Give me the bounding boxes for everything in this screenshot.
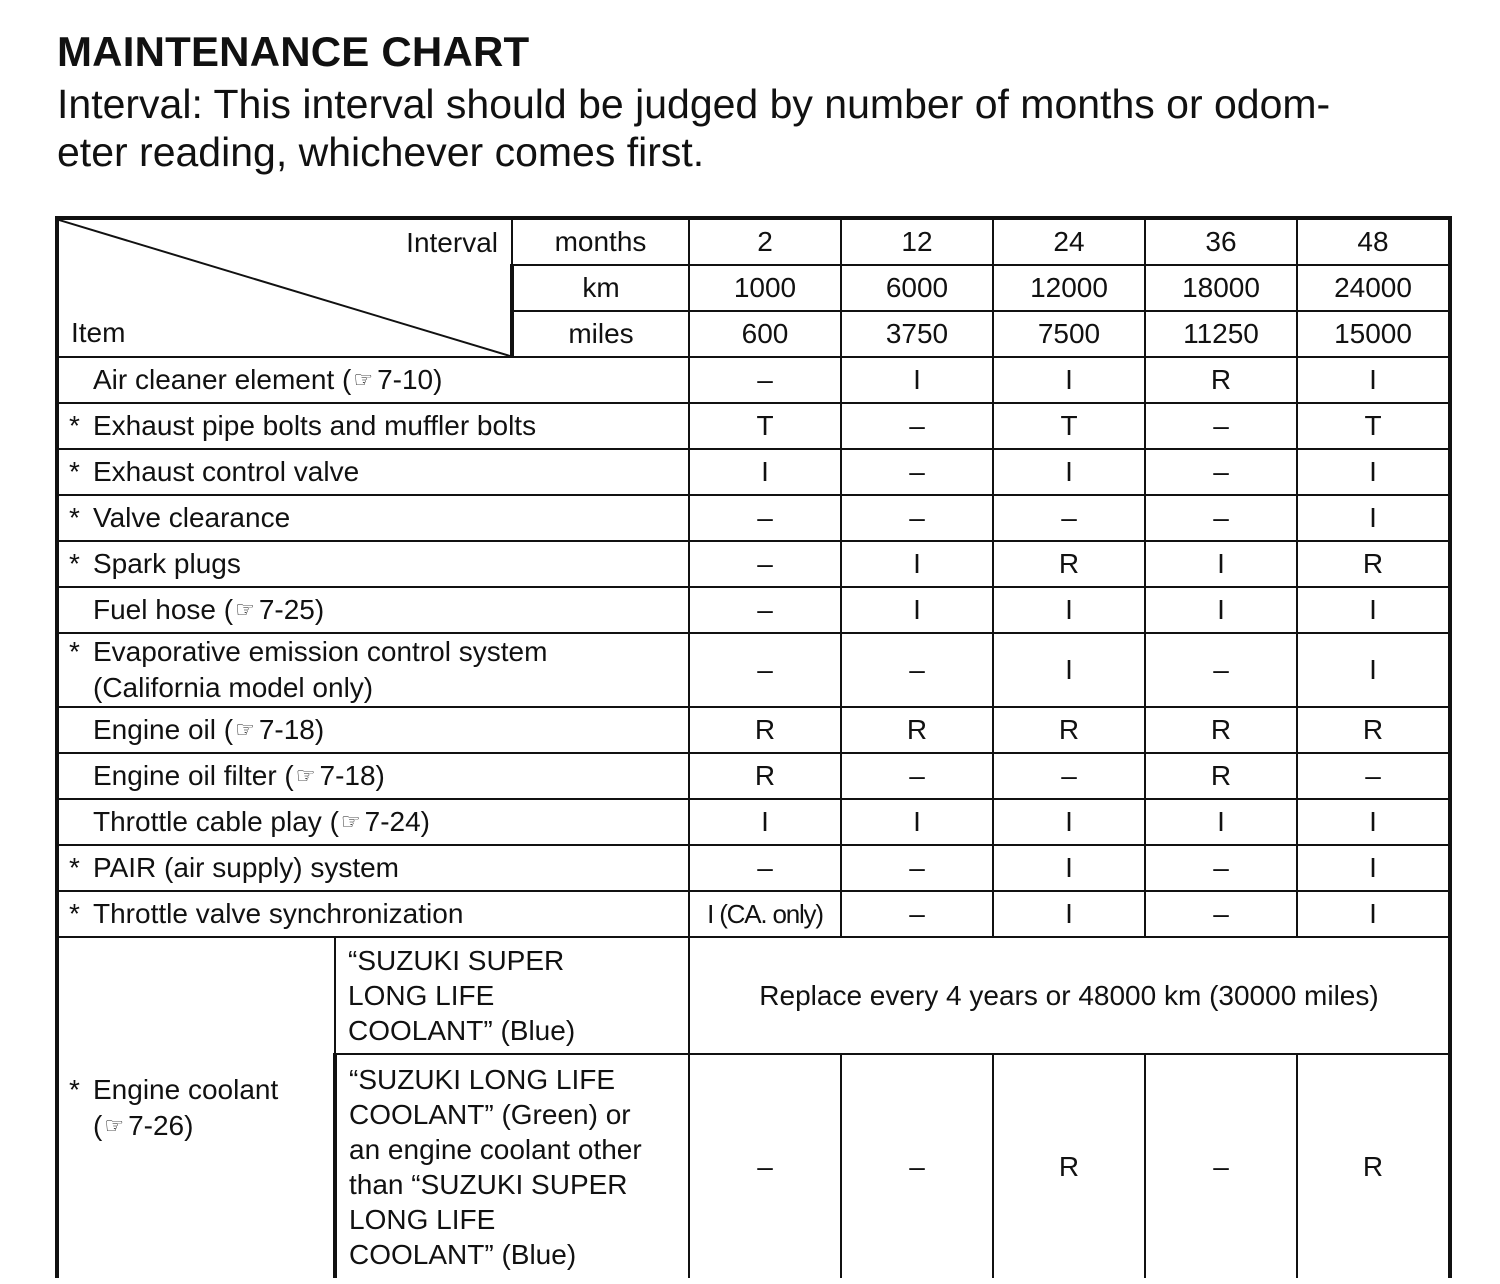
months-value: 48 bbox=[1297, 218, 1450, 265]
item-name-cell bbox=[57, 449, 689, 495]
interval-mark: I bbox=[841, 541, 993, 587]
item-name-cell bbox=[57, 403, 689, 449]
required-marker: * bbox=[69, 456, 80, 487]
item-name-cell bbox=[57, 587, 689, 633]
interval-mark: I bbox=[1297, 845, 1450, 891]
item-name-cell bbox=[57, 707, 689, 753]
coolant-type-line: “SUZUKI SUPER bbox=[348, 945, 565, 976]
km-value: 1000 bbox=[689, 265, 841, 311]
interval-mark: – bbox=[1145, 845, 1297, 891]
interval-mark: I bbox=[993, 845, 1145, 891]
required-marker: * bbox=[69, 410, 80, 441]
interval-mark: I (CA. only) bbox=[689, 891, 841, 937]
interval-mark: – bbox=[689, 587, 841, 633]
interval-mark: R bbox=[841, 707, 993, 753]
interval-mark: I bbox=[841, 799, 993, 845]
item-name: Valve clearance bbox=[93, 502, 291, 533]
item-name-cell bbox=[57, 357, 689, 403]
page-reference: 7-26) bbox=[128, 1110, 194, 1141]
interval-mark: I bbox=[689, 799, 841, 845]
pointing-hand-icon: ☞ bbox=[235, 597, 255, 622]
coolant-type-line: an engine coolant other bbox=[349, 1133, 642, 1165]
engine-coolant-ref-prefix: ( bbox=[93, 1110, 103, 1141]
interval-mark: I bbox=[1297, 587, 1450, 633]
miles-value: 3750 bbox=[841, 311, 993, 357]
interval-mark: – bbox=[993, 495, 1145, 541]
miles-value: 11250 bbox=[1145, 311, 1297, 357]
interval-mark: – bbox=[841, 633, 993, 707]
engine-coolant-label: Engine coolant bbox=[93, 1074, 279, 1105]
required-marker: * bbox=[69, 636, 80, 667]
item-name: Exhaust control valve bbox=[93, 456, 360, 487]
table-row bbox=[57, 403, 1450, 449]
interval-mark: R bbox=[1145, 753, 1297, 799]
interval-mark: I bbox=[1297, 495, 1450, 541]
interval-mark: I bbox=[1297, 799, 1450, 845]
interval-header-label: Interval bbox=[406, 227, 498, 258]
interval-mark: I bbox=[841, 357, 993, 403]
table-row bbox=[57, 753, 1450, 799]
item-header-label: Item bbox=[71, 317, 126, 348]
other-coolant-cell bbox=[335, 1054, 689, 1278]
super-long-life-coolant-cell bbox=[335, 937, 689, 1054]
required-marker: * bbox=[69, 898, 80, 929]
interval-mark: – bbox=[1145, 449, 1297, 495]
interval-mark: – bbox=[841, 1054, 993, 1278]
months-value: 24 bbox=[993, 218, 1145, 265]
coolant-type-line: than “SUZUKI SUPER bbox=[349, 1168, 628, 1200]
interval-mark: I bbox=[841, 587, 993, 633]
interval-mark: – bbox=[841, 753, 993, 799]
interval-mark: I bbox=[1297, 357, 1450, 403]
months-value: 2 bbox=[689, 218, 841, 265]
interval-mark: R bbox=[1145, 707, 1297, 753]
item-name: Spark plugs bbox=[93, 548, 241, 579]
required-marker: * bbox=[69, 502, 80, 533]
interval-description-line-1: Interval: This interval should be judged by number of months or odom- bbox=[57, 81, 1331, 127]
interval-mark: – bbox=[1297, 753, 1450, 799]
coolant-type-line: “SUZUKI LONG LIFE bbox=[349, 1063, 616, 1095]
engine-coolant-label-cell bbox=[57, 937, 335, 1278]
interval-mark: – bbox=[993, 753, 1145, 799]
page-reference: 7-10) bbox=[377, 364, 443, 395]
interval-mark: – bbox=[841, 891, 993, 937]
interval-mark: – bbox=[689, 541, 841, 587]
item-name-cell bbox=[57, 633, 689, 707]
item-name-cell bbox=[57, 753, 689, 799]
item-name: Engine oil filter ( bbox=[93, 760, 294, 791]
coolant-row-super bbox=[57, 937, 1450, 1054]
table-row bbox=[57, 449, 1450, 495]
months-value: 36 bbox=[1145, 218, 1297, 265]
item-name: Engine oil ( bbox=[93, 714, 234, 745]
table-row bbox=[57, 495, 1450, 541]
page-reference: 7-25) bbox=[258, 594, 325, 625]
item-name: Throttle cable play ( bbox=[93, 806, 339, 837]
miles-value: 15000 bbox=[1297, 311, 1450, 357]
interval-mark: T bbox=[993, 403, 1145, 449]
item-name-cell bbox=[57, 541, 689, 587]
coolant-replace-note: Replace every 4 years or 48000 km (30000 miles) bbox=[689, 937, 1450, 1054]
header-row-months bbox=[57, 218, 1450, 265]
interval-mark: – bbox=[841, 495, 993, 541]
interval-mark: R bbox=[1297, 1054, 1450, 1278]
required-marker: * bbox=[69, 852, 80, 883]
coolant-type-line: LONG LIFE bbox=[348, 980, 495, 1011]
interval-mark: – bbox=[841, 845, 993, 891]
interval-mark: – bbox=[689, 1054, 841, 1278]
interval-mark: T bbox=[689, 403, 841, 449]
km-unit-label: km bbox=[512, 265, 689, 311]
table-row bbox=[57, 357, 1450, 403]
km-value: 12000 bbox=[993, 265, 1145, 311]
interval-mark: I bbox=[1297, 891, 1450, 937]
interval-mark: I bbox=[1297, 633, 1450, 707]
coolant-type-line: COOLANT” (Blue) bbox=[349, 1238, 577, 1270]
interval-description bbox=[57, 80, 1477, 176]
interval-mark: – bbox=[689, 495, 841, 541]
miles-value: 600 bbox=[689, 311, 841, 357]
pointing-hand-icon: ☞ bbox=[340, 809, 361, 834]
item-name: Throttle valve synchronization bbox=[93, 898, 464, 929]
interval-mark: R bbox=[1145, 357, 1297, 403]
pointing-hand-icon: ☞ bbox=[295, 763, 316, 788]
page-title: MAINTENANCE CHART bbox=[57, 28, 530, 75]
interval-mark: I bbox=[993, 449, 1145, 495]
interval-mark: – bbox=[1145, 633, 1297, 707]
interval-mark: – bbox=[1145, 495, 1297, 541]
item-name-line-2: (California model only) bbox=[93, 672, 374, 703]
months-unit-label: months bbox=[512, 218, 689, 265]
pointing-hand-icon: ☞ bbox=[353, 367, 374, 392]
coolant-type-line: COOLANT” (Blue) bbox=[348, 1015, 576, 1046]
coolant-type-line: COOLANT” (Green) or bbox=[349, 1098, 631, 1130]
interval-mark: I bbox=[993, 799, 1145, 845]
table-row bbox=[57, 587, 1450, 633]
page-reference: 7-18) bbox=[258, 714, 325, 745]
miles-value: 7500 bbox=[993, 311, 1145, 357]
item-name: Evaporative emission control system bbox=[93, 636, 548, 667]
item-name-cell bbox=[57, 891, 689, 937]
interval-mark: – bbox=[1145, 403, 1297, 449]
interval-mark: – bbox=[1145, 891, 1297, 937]
interval-mark: R bbox=[1297, 707, 1450, 753]
required-marker: * bbox=[69, 1074, 80, 1105]
interval-mark: I bbox=[1145, 799, 1297, 845]
interval-mark: T bbox=[1297, 403, 1450, 449]
interval-mark: R bbox=[993, 1054, 1145, 1278]
interval-mark: R bbox=[993, 707, 1145, 753]
interval-mark: R bbox=[993, 541, 1145, 587]
pointing-hand-icon: ☞ bbox=[235, 717, 255, 742]
item-name: PAIR (air supply) system bbox=[93, 852, 399, 883]
table-row bbox=[57, 891, 1450, 937]
interval-mark: – bbox=[689, 845, 841, 891]
interval-mark: R bbox=[689, 707, 841, 753]
page-reference: 7-18) bbox=[319, 760, 385, 791]
interval-mark: – bbox=[841, 403, 993, 449]
interval-mark: I bbox=[993, 891, 1145, 937]
interval-description-line-2: eter reading, whichever comes first. bbox=[57, 129, 705, 175]
interval-mark: I bbox=[993, 357, 1145, 403]
km-value: 24000 bbox=[1297, 265, 1450, 311]
interval-mark: R bbox=[689, 753, 841, 799]
item-name: Air cleaner element ( bbox=[93, 364, 352, 395]
coolant-type-line: LONG LIFE bbox=[349, 1203, 496, 1235]
table-row bbox=[57, 845, 1450, 891]
page-reference: 7-24) bbox=[364, 806, 430, 837]
interval-mark: I bbox=[993, 633, 1145, 707]
item-name: Fuel hose ( bbox=[93, 594, 234, 625]
table-row bbox=[57, 707, 1450, 753]
interval-mark: I bbox=[1145, 587, 1297, 633]
interval-mark: R bbox=[1297, 541, 1450, 587]
interval-mark: I bbox=[993, 587, 1145, 633]
item-name: Exhaust pipe bolts and muffler bolts bbox=[93, 410, 537, 441]
interval-mark: I bbox=[689, 449, 841, 495]
table-row bbox=[57, 633, 1450, 707]
miles-unit-label: miles bbox=[512, 311, 689, 357]
item-name-cell bbox=[57, 799, 689, 845]
months-value: 12 bbox=[841, 218, 993, 265]
interval-mark: – bbox=[689, 633, 841, 707]
interval-mark: – bbox=[841, 449, 993, 495]
required-marker: * bbox=[69, 548, 80, 579]
km-value: 18000 bbox=[1145, 265, 1297, 311]
item-name-cell bbox=[57, 495, 689, 541]
km-value: 6000 bbox=[841, 265, 993, 311]
item-name-cell bbox=[57, 845, 689, 891]
interval-mark: I bbox=[1145, 541, 1297, 587]
header-corner-cell bbox=[57, 218, 512, 357]
interval-mark: I bbox=[1297, 449, 1450, 495]
table-row bbox=[57, 541, 1450, 587]
table-row bbox=[57, 799, 1450, 845]
pointing-hand-icon: ☞ bbox=[104, 1113, 125, 1138]
interval-mark: – bbox=[689, 357, 841, 403]
maintenance-chart-table bbox=[55, 216, 1452, 1278]
interval-mark: – bbox=[1145, 1054, 1297, 1278]
